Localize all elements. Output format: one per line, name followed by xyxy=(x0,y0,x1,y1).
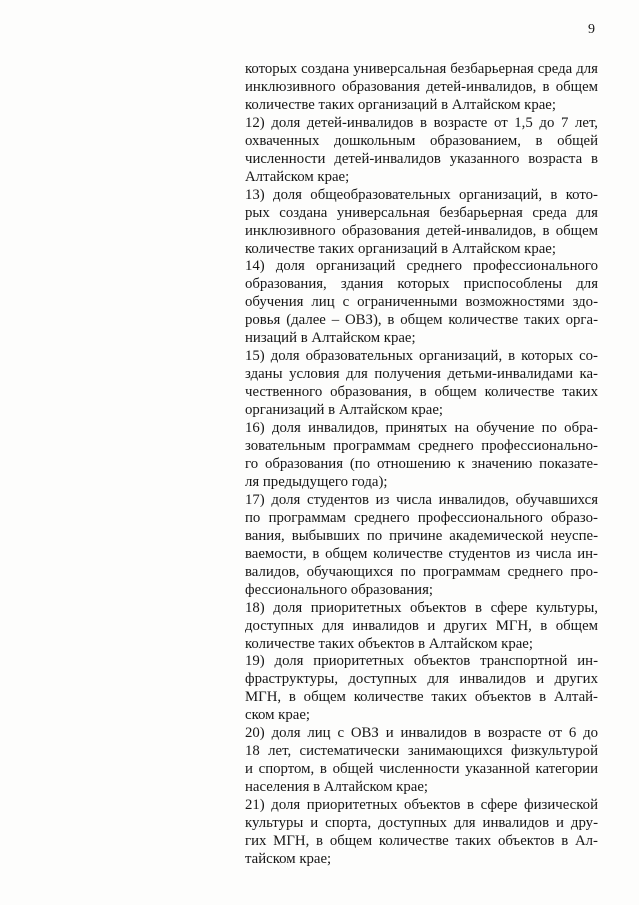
text-line: 13) доля общеобразовательных организаций, в кото- xyxy=(245,186,598,203)
text-line: образования, здания которых приспособлены для xyxy=(245,276,598,293)
text-line: численности детей-инвалидов указанного возраста в xyxy=(245,150,598,167)
text-line: количестве таких объектов в Алтайском крае; xyxy=(245,635,533,652)
list-item-21 xyxy=(245,797,598,869)
text-line: ровья (далее – ОВЗ), в общем количестве таких орга- xyxy=(245,312,598,329)
text-line: 16) доля инвалидов, принятых на обучение по обра- xyxy=(245,420,598,437)
text-line: 17) доля студентов из числа инвалидов, обучавшихся xyxy=(245,491,598,508)
text-line: организаций в Алтайском крае; xyxy=(245,402,444,419)
text-line: населения в Алтайском крае; xyxy=(245,779,429,796)
text-line: количестве таких организаций в Алтайском крае; xyxy=(245,240,556,257)
list-item-18 xyxy=(245,600,598,654)
text-line: обучения лиц с ограниченными возможностями здо- xyxy=(245,294,598,311)
list-item-16 xyxy=(245,420,598,492)
text-line: 20) доля лиц с ОВЗ и инвалидов в возрасте от 6 до xyxy=(245,725,598,742)
text-line: зовательным программам среднего профессионально- xyxy=(245,438,598,455)
text-line: по программам среднего профессионального образо- xyxy=(245,509,598,526)
text-line: инклюзивного образования детей-инвалидов, в общем xyxy=(245,222,598,239)
text-line: 14) доля организаций среднего профессионального xyxy=(245,258,598,275)
text-line: фессионального образования; xyxy=(245,581,434,598)
list-item-continuation xyxy=(245,61,598,115)
text-line: которых создана универсальная безбарьерная среда для xyxy=(245,61,598,77)
text-line: ском крае; xyxy=(245,707,311,724)
text-line: чественного образования, в общем количестве таких xyxy=(245,384,598,401)
text-line: рых создана универсальная безбарьерная среда для xyxy=(245,204,598,221)
text-line: доступных для инвалидов и других МГН, в общем xyxy=(245,617,598,634)
list-item-12 xyxy=(245,115,598,187)
text-line: 18) доля приоритетных объектов в сфере культуры, xyxy=(245,599,598,616)
text-line: зданы условия для получения детьми-инвалидами ка- xyxy=(245,366,598,383)
text-line: и спортом, в общей численности указанной категории xyxy=(245,761,598,778)
list-item-17 xyxy=(245,492,598,600)
text-line: валидов, обучающихся по программам среднего про- xyxy=(245,563,598,580)
text-line: 21) доля приоритетных объектов в сфере физической xyxy=(245,797,598,814)
text-line: фраструктуры, доступных для инвалидов и других xyxy=(245,671,598,688)
list-item-13 xyxy=(245,187,598,259)
text-line: низаций в Алтайском крае; xyxy=(245,330,416,347)
text-line: го образования (по отношению к значению показате- xyxy=(245,455,598,472)
text-line: 19) доля приоритетных объектов транспортной ин- xyxy=(245,653,598,670)
text-line: гих МГН, в общем количестве таких объектов в Ал- xyxy=(245,832,598,849)
text-line: МГН, в общем количестве таких объектов в Алтай- xyxy=(245,689,598,706)
list-item-20 xyxy=(245,725,598,797)
text-line: вания, выбывших по причине академической неуспе- xyxy=(245,527,598,544)
text-line: охваченных дошкольным образованием, в общей xyxy=(245,132,598,149)
text-line: 18 лет, систематически занимающихся физкультурой xyxy=(245,743,598,760)
list-item-14 xyxy=(245,258,598,348)
text-line: 12) доля детей-инвалидов в возрасте от 1,5 до 7 лет, xyxy=(245,114,598,131)
text-line: 15) доля образовательных организаций, в которых со- xyxy=(245,348,598,365)
document-body xyxy=(245,61,598,869)
text-line: культуры и спорта, доступных для инвалидов и дру- xyxy=(245,815,598,832)
text-line: ля предыдущего года); xyxy=(245,473,388,490)
text-line: инклюзивного образования детей-инвалидов, в общем xyxy=(245,78,598,95)
list-item-15 xyxy=(245,348,598,420)
text-line: ваемости, в общем количестве студентов из числа ин- xyxy=(245,545,598,562)
text-line: количестве таких организаций в Алтайском крае; xyxy=(245,96,556,113)
list-item-19 xyxy=(245,653,598,725)
page-number: 9 xyxy=(588,22,595,37)
text-line: тайском крае; xyxy=(245,850,332,867)
text-line: Алтайском крае; xyxy=(245,168,350,185)
